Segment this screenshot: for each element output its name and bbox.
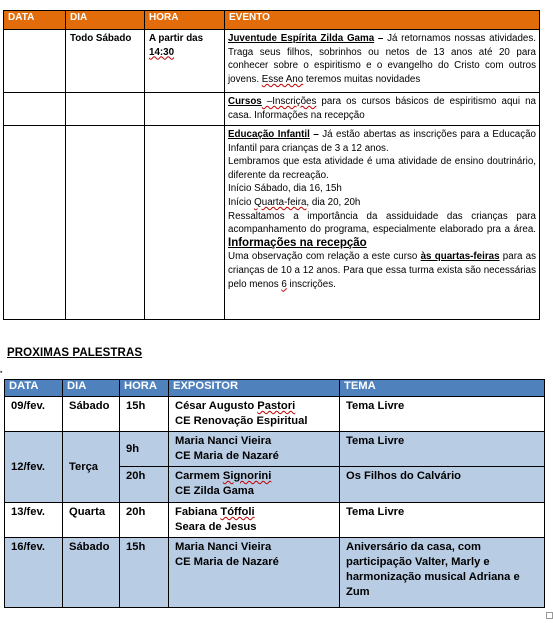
event-title-courses: Cursos: [228, 96, 262, 107]
lecture-day: Sábado: [63, 538, 120, 608]
lecture-time: 15h: [120, 538, 169, 608]
event-text-children-p3: Início Sábado, dia 16, 15h: [228, 183, 342, 195]
lecture-date: 09/fev.: [5, 397, 63, 432]
lecture-speaker-center: Seara de Jesus: [175, 521, 257, 533]
event-day-cell: Todo Sábado: [66, 30, 145, 93]
event-text-children-p1: Já estão abertas as inscrições para a Educação Infantil para crianças de 3 a 12 anos.: [228, 129, 536, 154]
event-text-youth-3: teremos muitas novidades: [303, 73, 421, 85]
event-date-cell: [4, 126, 66, 320]
events-header-evento: EVENTO: [225, 11, 540, 30]
event-text-youth-1: Já retornamos nossas atividades. Traga seus filhos, sobrinhos ou netos de 13 anos até 20 para conhecer sobre o espiritismo e o evangelho do Cristo com outros jovens.: [228, 33, 536, 85]
table-resize-handle-icon[interactable]: [546, 612, 553, 619]
lecture-theme: Os Filhos do Calvário: [340, 467, 545, 503]
events-header-data: DATA: [4, 11, 66, 30]
lecture-speaker-center: CE Zilda Gama: [175, 485, 254, 497]
lecture-date: 13/fev.: [5, 503, 63, 538]
lectures-header-data: DATA: [5, 380, 63, 397]
lectures-header-expositor: EXPOSITOR: [169, 380, 340, 397]
event-text-children-p6b: às quartas-feiras: [420, 251, 500, 263]
lectures-header-dia: DIA: [63, 380, 120, 397]
event-title-children: Educação Infantil: [228, 129, 310, 140]
event-row-courses: [4, 93, 540, 126]
lecture-theme: Tema Livre: [340, 397, 545, 432]
event-date-cell: [4, 93, 66, 126]
event-text-children-p2: Lembramos que esta atividade é uma atividade de ensino doutrinário, diferente da recreação.: [228, 156, 536, 181]
lecture-day: Quarta: [63, 503, 120, 538]
event-description-youth: [225, 30, 540, 93]
lectures-table: [4, 379, 545, 608]
event-title-dash: –: [309, 129, 323, 140]
lecture-row: [5, 397, 545, 432]
lectures-header-row: [5, 380, 545, 397]
event-row-children: [4, 126, 540, 320]
event-text-children-p4b: Quarta-feira: [254, 196, 307, 208]
lecture-row: [5, 432, 545, 467]
event-day-cell: [66, 93, 145, 126]
lecture-date: 12/fev.: [5, 432, 63, 503]
event-row-youth: [4, 30, 540, 93]
lecture-theme: Tema Livre: [340, 503, 545, 538]
event-text-children-p6e: inscrições.: [286, 278, 336, 290]
lecture-speaker-center: CE Renovação Espiritual: [175, 415, 308, 427]
lecture-speaker-name: Carmem: [175, 470, 223, 482]
lecture-day: Sábado: [63, 397, 120, 432]
lecture-time: 20h: [120, 467, 169, 503]
event-time-cell: [145, 126, 225, 320]
event-date-cell: [4, 30, 66, 93]
event-text-children-p5: Ressaltamos a importância da assiduidade das crianças para acompanhamento do programa, especialmente elaborado pra a área.: [228, 210, 536, 236]
event-text-children-p4a: Início: [228, 196, 255, 208]
events-header-row: [4, 11, 540, 30]
events-header-dia: DIA: [66, 11, 145, 30]
lecture-speaker-surname: Pastori: [257, 400, 296, 412]
event-text-children-p6c: para as crianças de 10 a 12 anos. Para que essa turma exista são necessárias pelo menos: [228, 251, 536, 290]
lecture-time: 15h: [120, 397, 169, 432]
events-header-hora: HORA: [145, 11, 225, 30]
lecture-speaker-center: CE Maria de Nazaré: [175, 450, 279, 462]
lecture-speaker-surname: Tóffoli: [220, 506, 255, 518]
lecture-speaker: [169, 503, 340, 538]
lecture-speaker-name: César Augusto: [175, 400, 258, 412]
event-time-cell: [145, 30, 225, 93]
lecture-speaker: [169, 432, 340, 467]
lectures-header-hora: HORA: [120, 380, 169, 397]
lecture-time: 20h: [120, 503, 169, 538]
event-text-courses-2: para os cursos básicos de espiritismo aqui na casa. Informações na recepção: [228, 96, 536, 121]
paragraph-marker-icon: ▪: [0, 369, 3, 376]
event-title-dash: –: [374, 33, 388, 44]
lecture-speaker-surname: Signorini: [222, 470, 272, 482]
lectures-header-tema: TEMA: [340, 380, 545, 397]
event-text-children-p6d: 6: [281, 278, 287, 290]
section-title: PROXIMAS PALESTRAS: [7, 347, 143, 359]
event-text-children-p6a: Uma observação com relação a este curso: [228, 251, 421, 263]
lecture-speaker: [169, 397, 340, 432]
event-text-children-info: Informações na recepção: [228, 236, 367, 249]
lecture-day: Terça: [63, 432, 120, 503]
event-title-youth: Juventude Espírita Zilda Gama: [228, 33, 375, 44]
event-time-line2: 14:30: [149, 46, 175, 58]
event-text-youth-2: Esse Ano: [261, 73, 304, 85]
event-text-children-p4c: , dia 20, 20h: [306, 196, 361, 208]
lecture-time: 9h: [120, 432, 169, 467]
lecture-speaker-name: Maria Nanci Vieira: [175, 541, 272, 553]
lecture-row: [5, 538, 545, 608]
lecture-speaker: [169, 467, 340, 503]
lecture-speaker: [169, 538, 340, 608]
event-time-line1: A partir das: [149, 33, 204, 44]
event-description-children: [225, 126, 540, 320]
lecture-theme: Aniversário da casa, com participação Valter, Marly e harmonização musical Adriana e Zum: [340, 538, 545, 608]
lecture-speaker-name: Maria Nanci Vieira: [175, 435, 272, 447]
event-description-courses: [225, 93, 540, 126]
lecture-date: 16/fev.: [5, 538, 63, 608]
event-day-cell: [66, 126, 145, 320]
lecture-speaker-name: Fabiana: [175, 506, 221, 518]
lecture-speaker-center: CE Maria de Nazaré: [175, 556, 279, 568]
event-text-courses-1: –Inscrições: [261, 96, 317, 107]
event-time-cell: [145, 93, 225, 126]
events-table: [3, 10, 540, 320]
lecture-row: [5, 503, 545, 538]
lecture-theme: Tema Livre: [340, 432, 545, 467]
